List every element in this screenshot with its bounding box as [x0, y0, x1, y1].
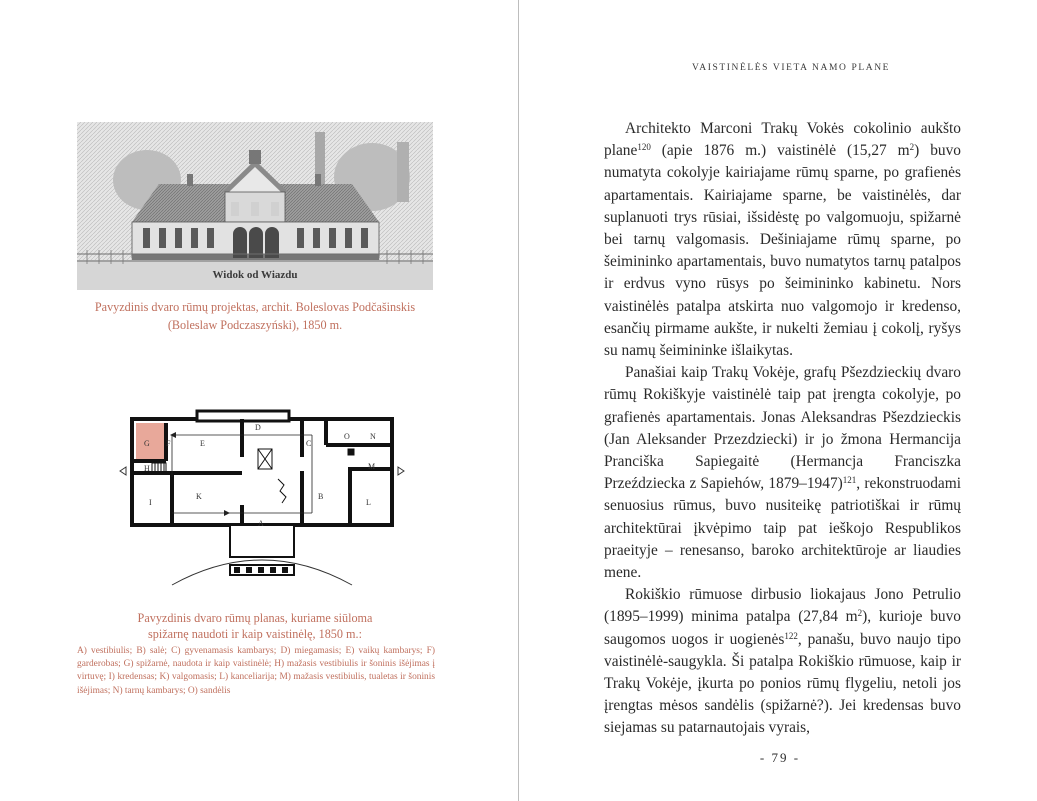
plan-label: K — [196, 492, 202, 501]
p2-text-b: , rekonstruodami senuosius rūmus, buvo nusiteikę patriotiškai ir rūmų architektūrai įkvėpimo taip pat ieškojo Respublikos praeityje – renesanso, baroko architektūroje ar liaudies mene. — [604, 475, 961, 582]
running-head: VAISTINĖLĖS VIETA NAMO PLANE — [692, 63, 891, 73]
sketch-inscription: Widok od Wiazdu — [212, 269, 298, 281]
superscript: 2 — [909, 142, 915, 153]
plan-label: C — [306, 439, 312, 448]
plan-label: O — [344, 432, 350, 441]
plan-label: M — [368, 462, 376, 471]
plan-label: I — [149, 498, 152, 507]
superscript: 2 — [857, 608, 863, 619]
plan-caption-line-2: spižarnę naudoti ir kaip vaistinėlę, 1850 m.: — [148, 627, 362, 641]
footnote-ref: 120 — [637, 142, 651, 153]
page-number: - 79 - — [759, 750, 801, 765]
plan-label: H — [144, 464, 150, 473]
p3-text-a: Rokiškio rūmuose dirbusio liokajaus Jono Petrulio (1895–1999) minima patalpa (27,84 m — [604, 586, 961, 626]
plan-label: N — [370, 432, 376, 441]
p1-text-c: ) buvo numatyta cokolyje kairiajame rūmų sparne, po grafienės apartamentais. Kairiajame sparne, be vaistinėlės, dar suplanuoti trys rūsiai, išsidėstę po valgomuoju, spižarnė bei tarnų valgomasis. Dešiniajame rūmų sparne, po šeimininko apartamentais, buvo numatytos tarnų patalpos ir erdvus vyno rūsys po šeimininko kabinetu. Nors vaistinėlės patalpa atskirta nuo valgomojo ir kredenso, esančių pirmame aukšte, ir nukelti žemiau į cokolį, ryšys su namų šeimininke išlaikytas. — [604, 142, 961, 360]
paragraph-3 — [604, 584, 961, 739]
paragraph-1 — [604, 118, 961, 362]
manor-sketch-image — [77, 122, 433, 290]
floor-plan-image — [112, 405, 412, 588]
plan-label: F — [166, 439, 171, 448]
plan-label: L — [366, 498, 371, 507]
plan-caption-title — [77, 610, 433, 642]
plan-label: B — [318, 492, 324, 501]
room-g-highlight — [136, 423, 166, 461]
p3-text-b: ), kurioje buvo saugomos uogos ir uogienės — [604, 608, 961, 648]
p3-text-c: , panašu, buvo naujo tipo vaistinėlė-saugykla. Ši patalpa Rokiškio rūmuose, kaip ir Trakų Vokėje, įkurta po ponios rūmų flygeliu, netoli jos įrengtas mėsos sandėlis (spižarnė?). Jei kredensas buvo siejamas su patarnautojais vyrais, — [604, 630, 961, 737]
p1-text-a: Architekto Marconi Trakų Vokės cokolinio aukšto plane — [604, 120, 961, 160]
body-text — [604, 118, 961, 740]
p1-text-b: (apie 1876 m.) vaistinėlė (15,27 m — [650, 142, 910, 160]
plan-label: D — [255, 423, 261, 432]
plan-label: G — [144, 439, 150, 448]
paragraph-2 — [604, 362, 961, 584]
plan-caption-line-1: Pavyzdinis dvaro rūmų planas, kuriame siūloma — [137, 611, 373, 625]
footnote-ref: 121 — [842, 475, 857, 486]
footnote-ref: 122 — [784, 630, 798, 641]
plan-label: E — [200, 439, 205, 448]
plan-label: A — [258, 519, 264, 528]
photo-caption: Pavyzdinis dvaro rūmų projektas, archit. Boleslovas Podčašinskis (Boleslaw Podczaszyński), 1850 m. — [94, 300, 416, 332]
p2-text-a: Panašiai kaip Trakų Vokėje, grafų Pšezdzieckių dvaro rūmų Rokiškyje vaistinėlė taip pat įrengta cokolyje, po grafienės apartamentais. Jonas Aleksandras Pšezdzieckis (Jan Aleksander Przezdziecki) ir jo žmona Hermancija Pranciška Sapiegaitė (Hermancja Franciszka Przeździecka z Sapiehów, 1879–1947) — [604, 364, 961, 493]
plan-legend: A) vestibiulis; B) salė; C) gyvenamasis kambarys; D) miegamasis; E) vaikų kambarys; F) garderobas; G) spižarnė, naudota ir kaip vaistinėlė; H) mažasis vestibiulis ir šoninis išėjimas į virtuvę; I) kredensas; K) valgomasis; L) kanceliarija; M) mažasis vestibiulis, tualetas ir šoninis išėjimas; N) tarnų kambarys; O) sandėlis — [77, 646, 435, 696]
left-page — [0, 0, 518, 801]
